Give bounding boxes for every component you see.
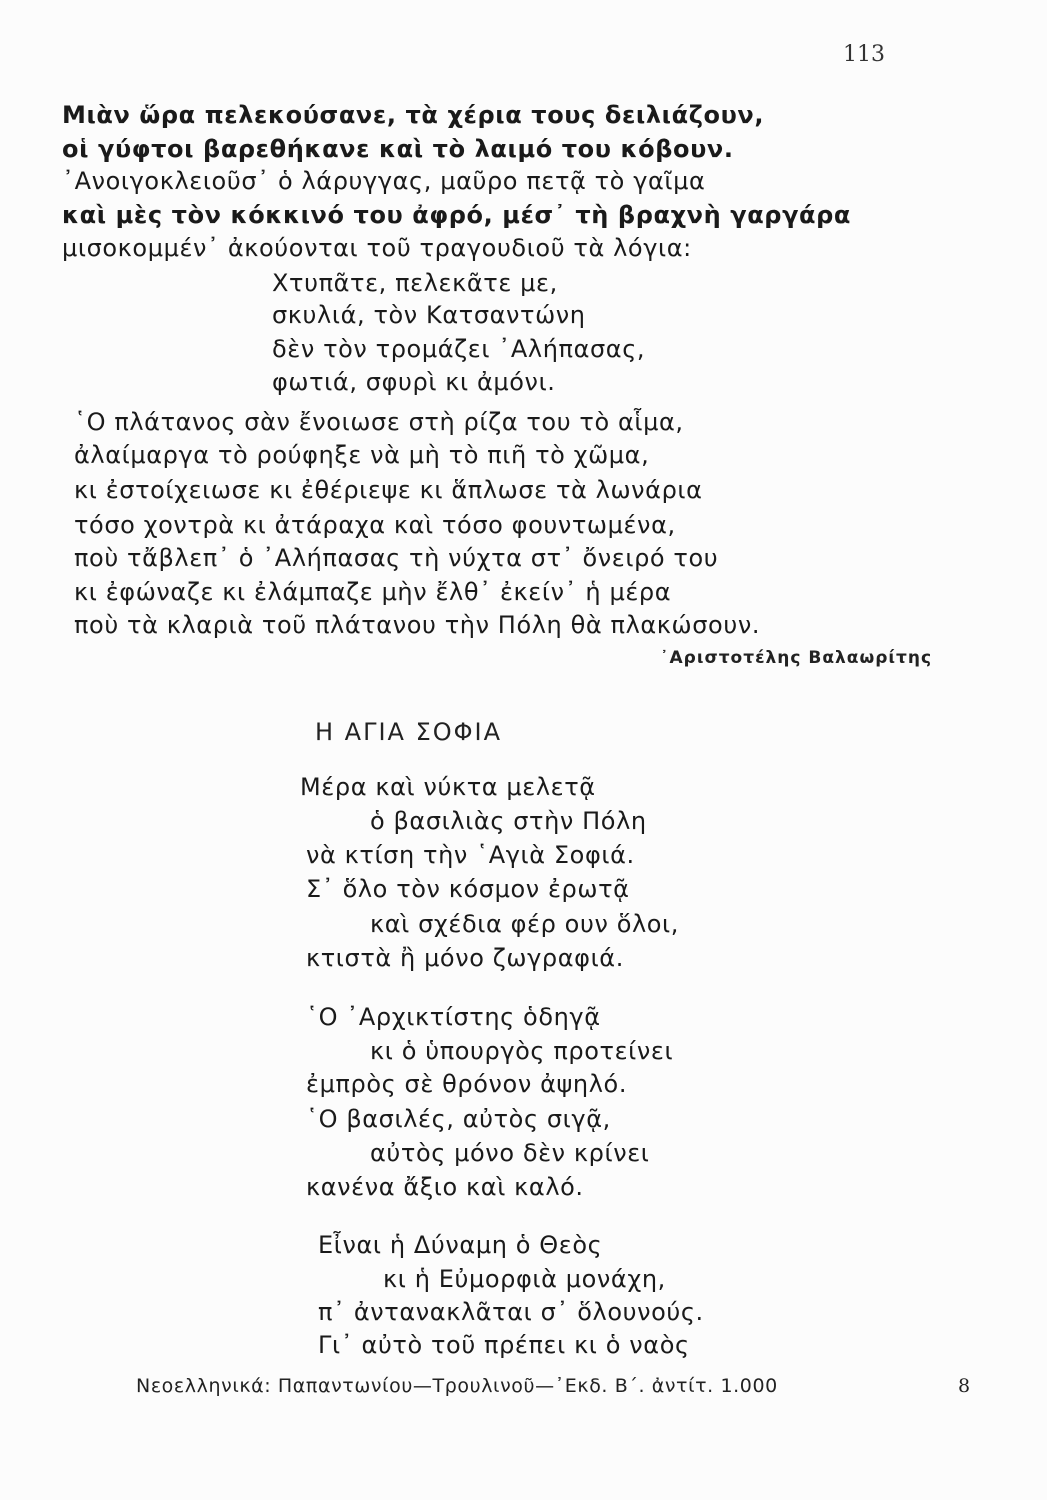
poem1-line: κι ἐστοίχειωσε κι ἐθέριεψε κι ἅπλωσε τὰ λωνάρια [74,476,703,504]
poem1-line: σκυλιά, τὸν Κατσαντώνη [272,301,586,329]
poem2-line: κανένα ἄξιο καὶ καλό. [306,1173,584,1201]
poem1-line: Χτυπᾶτε, πελεκᾶτε με, [272,269,558,297]
poem2-line: ῾Ο ᾿Αρχικτίστης ὁδηγᾷ [306,1003,601,1031]
poem2-line: Μέρα καὶ νύκτα μελετᾷ [300,773,596,801]
poem1-line: ποὺ τὰ κλαριὰ τοῦ πλάτανου τὴν Πόλη θὰ πλακώσουν. [74,611,761,639]
poem2-line: Γι᾿ αὐτὸ τοῦ πρέπει κι ὁ ναὸς [318,1331,690,1359]
footer-signature-number: 8 [958,1375,971,1397]
poem1-line: οἱ γύφτοι βαρεθήκανε καὶ τὸ λαιμό του κόβουν. [62,135,734,163]
poem1-line: φωτιά, σφυρὶ κι ἀμόνι. [272,368,556,396]
poem2-line: Σ᾿ ὅλο τὸν κόσμον ἐρωτᾷ [306,875,630,903]
poem2-line: Εἶναι ἡ Δύναμη ὁ Θεὸς [318,1231,603,1259]
poem1-line: δὲν τὸν τρομάζει ᾿Αλήπασας, [272,335,646,363]
poem2-line: νὰ κτίση τὴν ῾Αγιὰ Σοφιά. [306,841,635,869]
poem2-line: καὶ σχέδια φέρ ουν ὅλοι, [370,910,680,938]
poem2-line: κτιστὰ ἢ μόνο ζωγραφιά. [306,944,624,972]
poem2-line: αὐτὸς μόνο δὲν κρίνει [370,1139,650,1167]
footer-publication-info: Νεοελληνικά: Παπαντωνίου—Τρουλινοῦ—᾿Εκδ. Β΄. ἀντίτ. 1.000 [136,1375,778,1397]
page-number: 113 [843,42,885,67]
poem1-line: ἀλαίμαργα τὸ ρούφηξε νὰ μὴ τὸ πιῆ τὸ χῶμα, [74,441,650,469]
poem2-line: π᾿ ἀντανακλᾶται σ᾿ ὅλουνούς. [318,1298,704,1326]
poem2-line: ἐμπρὸς σὲ θρόνον ἀψηλό. [306,1070,628,1098]
poem2-line: ῾Ο βασιλές, αὐτὸς σιγᾷ, [306,1105,611,1133]
poem-author: ᾿Αριστοτέλης Βαλαωρίτης [660,648,933,668]
poem1-line: ῾Ο πλάτανος σὰν ἔνοιωσε στὴ ρίζα του τὸ αἷμα, [74,408,684,436]
poem1-line: τόσο χοντρὰ κι ἀτάραχα καὶ τόσο φουντωμένα, [74,511,676,539]
poem1-line: μισοκομμέν᾿ ἀκούονται τοῦ τραγουδιοῦ τὰ λόγια: [62,234,692,262]
poem2-line: ὁ βασιλιὰς στὴν Πόλη [370,807,647,835]
poem2-line: κι ἡ Εὐμορφιὰ μονάχη, [383,1265,666,1293]
poem1-line: ᾿Ανοιγοκλειοῦσ᾿ ὁ λάρυγγας, μαῦρο πετᾷ τὸ γαῖμα [62,167,706,195]
poem1-line: κι ἐφώναζε κι ἐλάμπαζε μὴν ἔλθ᾿ ἐκείν᾿ ἡ μέρα [74,578,672,606]
poem-title: Η ΑΓΙΑ ΣΟΦΙΑ [315,718,503,746]
poem1-line: ποὺ τἄβλεπ᾿ ὁ ᾿Αλήπασας τὴ νύχτα στ᾿ ὄνειρό του [74,544,719,572]
poem2-line: κι ὁ ὑπουργὸς προτείνει [370,1037,674,1065]
poem1-line: καὶ μὲς τὸν κόκκινό του ἀφρό, μέσ᾿ τὴ βραχνὴ γαργάρα [62,201,851,229]
poem1-line: Μιὰν ὥρα πελεκούσανε, τὰ χέρια τους δειλιάζουν, [62,101,765,129]
